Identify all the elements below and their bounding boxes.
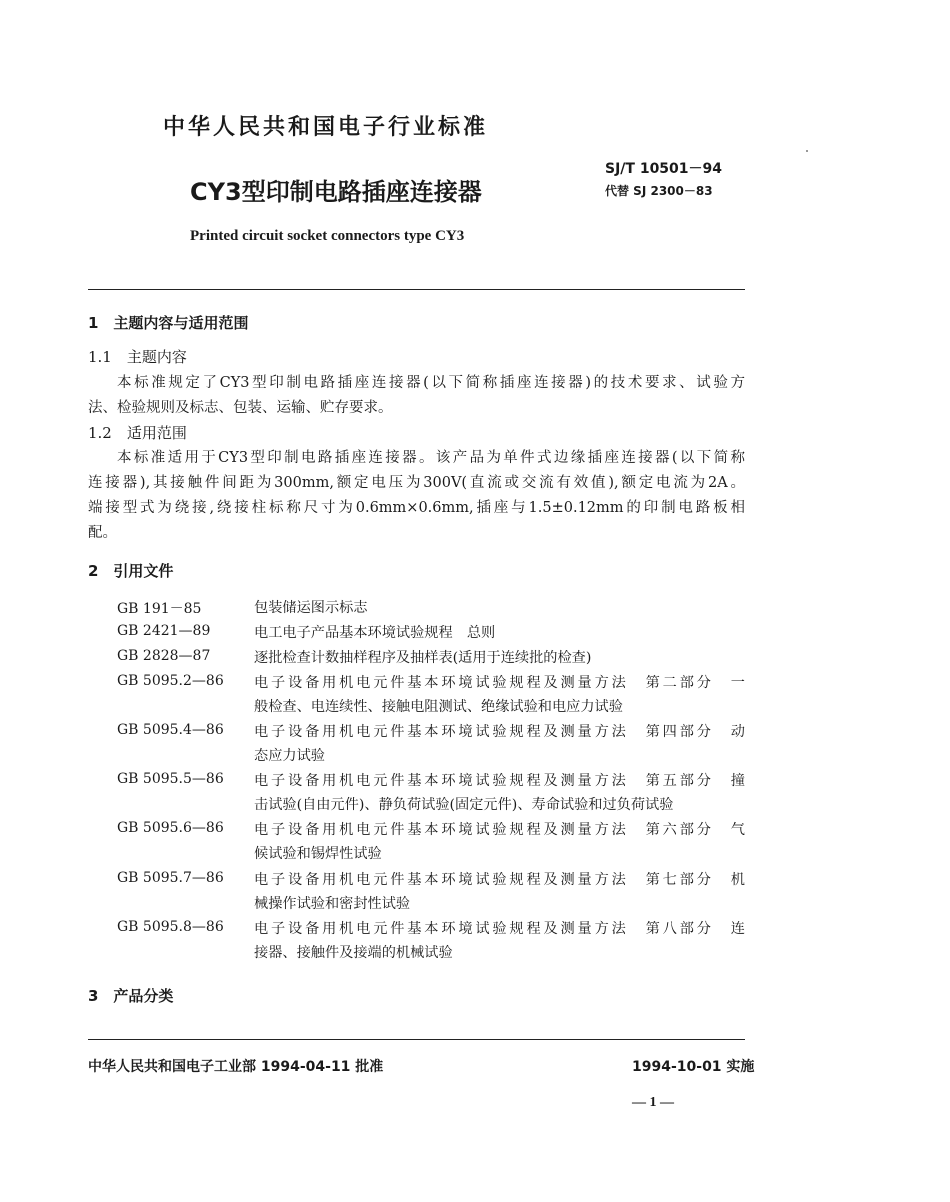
reference-code: GB 5095.2—86 [117,673,224,689]
paragraph-line: 端接型式为绕接,绕接柱标称尺寸为0.6mm×0.6mm,插座与1.5±0.12mm的印制电路板相 [88,500,745,516]
section-1-heading: 1 主题内容与适用范围 [88,314,249,332]
reference-title [254,720,745,768]
paragraph-line: 法、检验规则及标志、包装、运输、贮存要求。 [88,400,393,416]
reference-line: 电工电子产品基本环境试验规程 总则 [254,625,496,641]
reference-code: GB 5095.8—86 [117,919,224,935]
reference-line: 电子设备用机电元件基本环境试验规程及测量方法 第二部分 一 [254,675,745,691]
paragraph-line: 连接器),其接触件间距为300mm,额定电压为300V(直流或交流有效值),额定电流为2A。 [88,475,745,491]
reference-line: 候试验和锡焊性试验 [254,846,382,862]
reference-code: GB 191－85 [117,601,202,617]
standard-number: SJ/T 10501－94 [605,161,723,177]
reference-title [254,868,745,916]
reference-line: 电子设备用机电元件基本环境试验规程及测量方法 第八部分 连 [254,921,745,937]
reference-line: 械操作试验和密封性试验 [254,896,411,912]
reference-title [254,671,745,719]
reference-line: 击试验(自由元件)、静负荷试验(固定元件)、寿命试验和过负荷试验 [254,797,674,813]
paragraph-line: 配。 [88,525,117,541]
reference-title [254,621,745,645]
reference-line: 逐批检查计数抽样程序及抽样表(适用于连续批的检查) [254,650,592,666]
approval-note: 中华人民共和国电子工业部 1994-04-11 批准 [88,1059,384,1075]
reference-code: GB 5095.6—86 [117,820,224,836]
reference-line: 接器、接触件及接端的机械试验 [254,945,453,961]
paragraph-line: 本标准规定了CY3型印制电路插座连接器(以下简称插座连接器)的技术要求、试验方 [117,375,745,391]
reference-title [254,596,745,620]
page-number: — 1 — [632,1095,674,1110]
reference-line: 电子设备用机电元件基本环境试验规程及测量方法 第六部分 气 [254,822,745,838]
scan-speck [806,150,808,152]
reference-code: GB 5095.7—86 [117,870,224,886]
section-2-heading: 2 引用文件 [88,562,174,580]
header-divider [88,289,745,290]
reference-line: 电子设备用机电元件基本环境试验规程及测量方法 第四部分 动 [254,724,745,740]
reference-title [254,769,745,817]
footer-divider [88,1039,745,1040]
reference-line: 态应力试验 [254,748,325,764]
reference-line: 般检查、电连续性、接触电阻测试、绝缘试验和电应力试验 [254,699,623,715]
section-1-1-body [88,371,745,421]
reference-code: GB 2828—87 [117,648,211,664]
reference-title [254,917,745,965]
issuing-body-header: 中华人民共和国电子行业标准 [163,115,489,140]
reference-line: 电子设备用机电元件基本环境试验规程及测量方法 第七部分 机 [254,872,745,888]
paragraph-line: 本标准适用于CY3型印制电路插座连接器。该产品为单件式边缘插座连接器(以下简称 [117,450,745,466]
replaces-standard: 代替 SJ 2300－83 [605,184,713,198]
reference-title [254,646,745,670]
section-1-2-heading: 1.2 适用范围 [88,424,187,442]
reference-code: GB 5095.4—86 [117,722,224,738]
reference-title [254,818,745,866]
reference-line: 包装储运图示标志 [254,600,368,616]
document-title: CY3型印制电路插座连接器 [190,178,482,206]
effective-date: 1994-10-01 实施 [632,1059,755,1075]
section-1-2-body [88,446,745,546]
section-1-1-heading: 1.1 主题内容 [88,348,187,366]
document-subtitle-english: Printed circuit socket connectors type CY3 [190,228,465,244]
section-3-heading: 3 产品分类 [88,987,174,1005]
reference-code: GB 2421—89 [117,623,211,639]
reference-code: GB 5095.5—86 [117,771,224,787]
reference-line: 电子设备用机电元件基本环境试验规程及测量方法 第五部分 撞 [254,773,745,789]
